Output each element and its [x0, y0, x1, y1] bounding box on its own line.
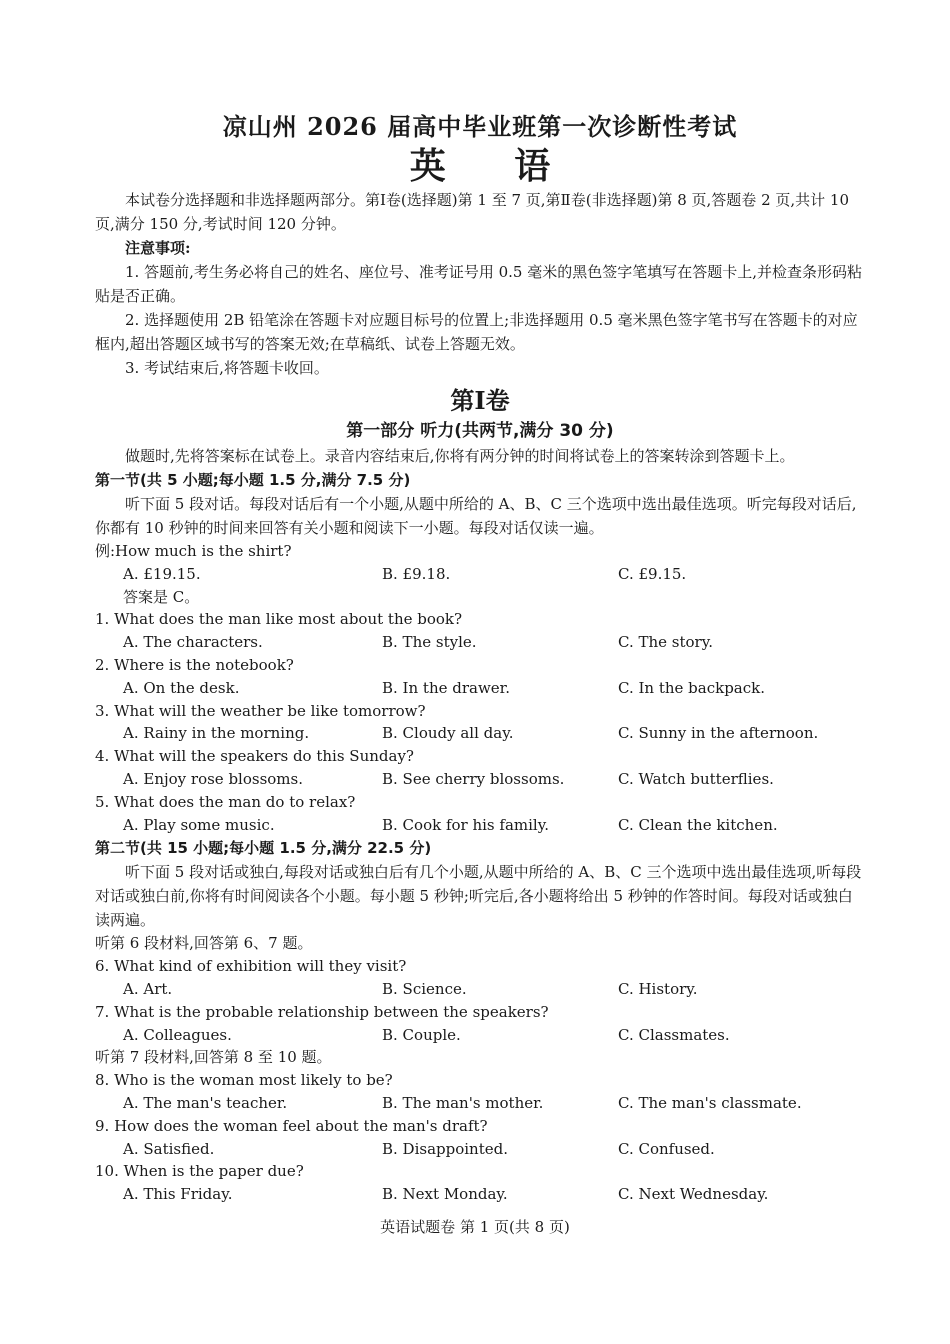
- option-c: C. Watch butterflies.: [618, 769, 774, 788]
- subject-title: 英 语: [409, 145, 579, 187]
- intro-paragraph: 本试卷分选择题和非选择题两部分。第Ⅰ卷(选择题)第 1 至 7 页,第Ⅱ卷(非选择题)第 8 页,答题卷 2 页,共计 10 页,满分 150 分,考试时间 120 分钟。: [95, 191, 850, 233]
- option-c: C. History.: [618, 979, 698, 998]
- example-answer: 答案是 C。: [123, 587, 200, 606]
- notice-item: 3. 考试结束后,将答题卡收回。: [125, 359, 329, 377]
- question-5: 5. What does the man do to relax?: [95, 792, 356, 811]
- option-b: B. Science.: [382, 979, 467, 998]
- option-c: C. In the backpack.: [618, 678, 766, 697]
- question-8-options: [95, 1092, 865, 1115]
- option-a: A. The characters.: [123, 633, 263, 652]
- question-4: 4. What will the speakers do this Sunday?: [95, 747, 414, 766]
- question-3-options: [95, 722, 865, 745]
- question-2-options: [95, 677, 865, 700]
- material-7-label: 听第 7 段材料,回答第 8 至 10 题。: [95, 1048, 332, 1067]
- question-1: 1. What does the man like most about the book?: [95, 610, 463, 629]
- option-a: A. The man's teacher.: [123, 1093, 288, 1112]
- option-a: A. Enjoy rose blossoms.: [123, 769, 303, 788]
- option-a: A. Play some music.: [123, 815, 275, 834]
- option-c: C. Classmates.: [618, 1025, 730, 1044]
- question-6: 6. What kind of exhibition will they visit?: [95, 957, 407, 976]
- question-8: 8. Who is the woman most likely to be?: [95, 1071, 393, 1090]
- option-c: C. Next Wednesday.: [618, 1185, 769, 1204]
- option-a: A. Art.: [123, 979, 173, 998]
- section2-instruction: 听下面 5 段对话或独白,每段对话或独白后有几个小题,从题中所给的 A、B、C 三个选项中选出最佳选项,听每段对话或独白前,你将有时间阅读各个小题。每小题 5 秒钟;听完后,各小题将给出 5 秒钟的作答时间。每段对话或独白读两遍。: [95, 863, 862, 930]
- example-question: 例:How much is the shirt?: [95, 542, 292, 560]
- option-b: B. Next Monday.: [382, 1185, 508, 1204]
- option-a: A. On the desk.: [123, 678, 240, 697]
- section1-instruction: 听下面 5 段对话。每段对话后有一个小题,从题中所给的 A、B、C 三个选项中选出最佳选项。听完每段对话后,你都有 10 秒钟的时间来回答有关小题和阅读下一小题。每段对话仅读一遍。: [95, 495, 857, 537]
- notice-heading: 注意事项:: [125, 239, 191, 257]
- question-2: 2. Where is the notebook?: [95, 655, 294, 674]
- question-9: 9. How does the woman feel about the man's draft?: [95, 1116, 488, 1135]
- question-9-options: [95, 1138, 865, 1161]
- page-footer: 英语试题卷 第 1 页(共 8 页): [380, 1218, 570, 1236]
- notice-item: 1. 答题前,考生务必将自己的姓名、座位号、准考证号用 0.5 毫米的黑色签字笔填写在答题卡上,并检查条形码粘贴是否正确。: [95, 263, 863, 305]
- option-a: A. Colleagues.: [123, 1025, 232, 1044]
- question-3: 3. What will the weather be like tomorrow?: [95, 701, 426, 720]
- exam-page: [95, 110, 865, 1206]
- option-a: A. Rainy in the morning.: [123, 724, 310, 743]
- exam-title: 凉山州 2026 届高中毕业班第一次诊断性考试: [222, 112, 738, 141]
- option-b: B. £9.18.: [382, 564, 451, 583]
- option-c: C. Clean the kitchen.: [618, 815, 778, 834]
- question-1-options: [95, 631, 865, 654]
- option-c: C. The man's classmate.: [618, 1093, 802, 1112]
- option-a: A. £19.15.: [123, 564, 201, 583]
- option-b: B. Cook for his family.: [382, 815, 549, 834]
- option-a: A. This Friday.: [123, 1185, 233, 1204]
- option-a: A. Satisfied.: [123, 1139, 215, 1158]
- question-4-options: [95, 768, 865, 791]
- option-b: B. In the drawer.: [382, 678, 510, 697]
- part1-heading: 第一部分 听力(共两节,满分 30 分): [346, 421, 614, 441]
- question-10: 10. When is the paper due?: [95, 1162, 304, 1181]
- option-c: C. The story.: [618, 633, 713, 652]
- question-5-options: [95, 814, 865, 837]
- part1-instruction: 做题时,先将答案标在试卷上。录音内容结束后,你将有两分钟的时间将试卷上的答案转涂到答题卡上。: [125, 447, 795, 465]
- option-b: B. The style.: [382, 633, 477, 652]
- volume-heading: 第Ⅰ卷: [450, 386, 510, 415]
- option-b: B. Cloudy all day.: [382, 724, 514, 743]
- question-10-options: [95, 1183, 865, 1206]
- notice-item: 2. 选择题使用 2B 铅笔涂在答题卡对应题目标号的位置上;非选择题用 0.5 毫米黑色签字笔书写在答题卡的对应框内,超出答题区域书写的答案无效;在草稿纸、试卷上答题无效。: [95, 311, 858, 353]
- option-c: C. Sunny in the afternoon.: [618, 724, 819, 743]
- section2-heading: 第二节(共 15 小题;每小题 1.5 分,满分 22.5 分): [95, 839, 432, 858]
- option-b: B. Disappointed.: [382, 1139, 508, 1158]
- question-7-options: [95, 1024, 865, 1047]
- question-6-options: [95, 978, 865, 1001]
- question-7: 7. What is the probable relationship between the speakers?: [95, 1002, 549, 1021]
- option-b: B. See cherry blossoms.: [382, 769, 565, 788]
- example-options: [95, 563, 865, 586]
- option-c: C. £9.15.: [618, 564, 687, 583]
- material-6-label: 听第 6 段材料,回答第 6、7 题。: [95, 934, 313, 953]
- section1-heading: 第一节(共 5 小题;每小题 1.5 分,满分 7.5 分): [95, 471, 411, 489]
- option-b: B. Couple.: [382, 1025, 461, 1044]
- option-b: B. The man's mother.: [382, 1093, 544, 1112]
- option-c: C. Confused.: [618, 1139, 715, 1158]
